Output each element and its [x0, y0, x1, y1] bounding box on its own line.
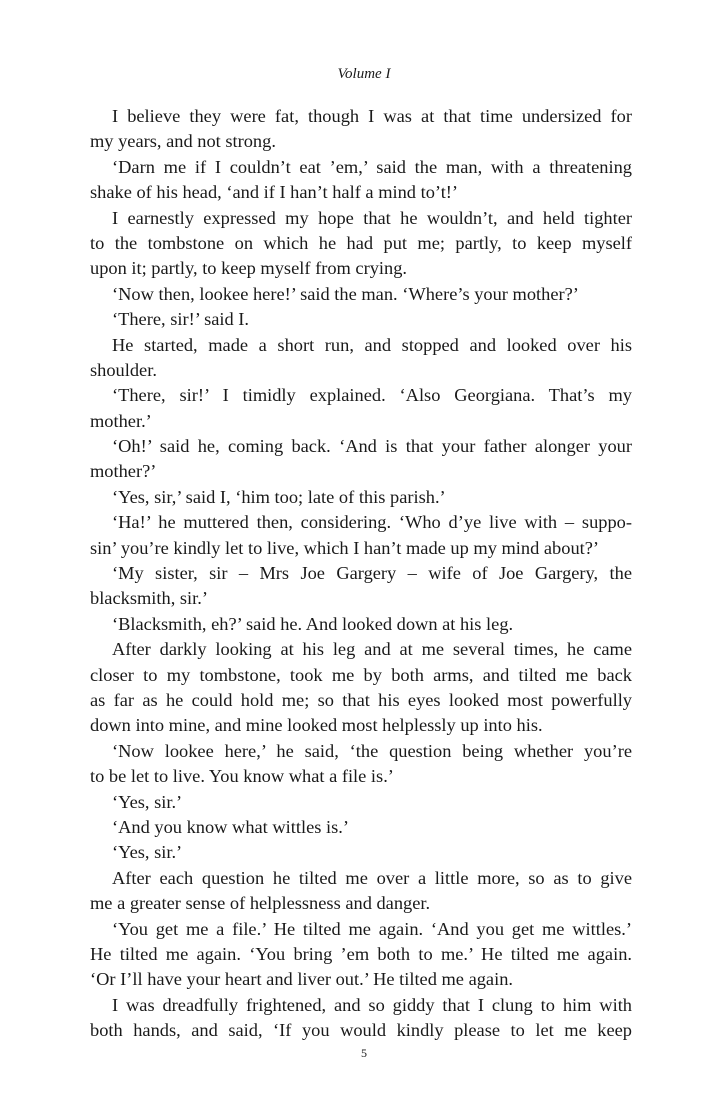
- text-line: to be let to live. You know what a file is.’: [90, 766, 394, 787]
- text-line: to the tombstone on which he had put me; partly, to keep myself: [90, 232, 632, 253]
- text-line: I was dreadfully frightened, and so giddy that I clung to him with: [112, 994, 632, 1015]
- text-line: ‘You get me a file.’ He tilted me again. ‘And you get me wittles.’: [112, 918, 632, 939]
- text-line: ‘Darn me if I couldn’t eat ’em,’ said the man, with a threatening: [112, 156, 632, 177]
- text-line: ‘Oh!’ said he, coming back. ‘And is that your father alonger your: [112, 436, 632, 457]
- text-line: ‘Now lookee here,’ he said, ‘the question being whether you’re: [112, 740, 632, 761]
- text-line: I earnestly expressed my hope that he wouldn’t, and held tighter: [112, 207, 632, 228]
- text-line: upon it; partly, to keep myself from crying.: [90, 258, 407, 279]
- text-line: ‘There, sir!’ I timidly explained. ‘Also Georgiana. That’s my: [112, 385, 632, 406]
- page-number: 5: [361, 1046, 367, 1060]
- text-line: mother.’: [90, 410, 152, 431]
- body-text: [90, 104, 632, 1043]
- text-line: ‘There, sir!’ said I.: [112, 309, 250, 330]
- text-line: mother?’: [90, 461, 157, 482]
- text-line: sin’ you’re kindly let to live, which I han’t made up my mind about?’: [90, 537, 600, 558]
- text-line: I believe they were fat, though I was at that time undersized for: [112, 106, 632, 126]
- text-line: ‘My sister, sir – Mrs Joe Gargery – wife of Joe Gargery, the: [112, 563, 632, 584]
- text-line: both hands, and said, ‘If you would kindly please to let me keep: [90, 1020, 632, 1041]
- text-line: ‘Ha!’ he muttered then, considering. ‘Who d’ye live with – suppo-: [112, 512, 632, 533]
- text-line: He started, made a short run, and stopped and looked over his: [112, 334, 632, 355]
- running-head: Volume I: [337, 66, 391, 82]
- text-line: ‘Blacksmith, eh?’ said he. And looked down at his leg.: [112, 613, 514, 634]
- text-line: my years, and not strong.: [90, 131, 276, 152]
- text-line: blacksmith, sir.’: [90, 588, 208, 609]
- text-line: ‘Yes, sir.’: [112, 791, 183, 812]
- text-line: ‘Or I’ll have your heart and liver out.’ He tilted me again.: [90, 969, 513, 990]
- text-line: ‘Yes, sir.’: [112, 842, 183, 863]
- text-line: After darkly looking at his leg and at me several times, he came: [112, 639, 632, 660]
- text-line: down into mine, and mine looked most helplessly up into his.: [90, 715, 543, 736]
- text-line: shake of his head, ‘and if I han’t half a mind to’t!’: [90, 182, 459, 203]
- text-line: He tilted me again. ‘You bring ’em both to me.’ He tilted me again.: [90, 943, 632, 964]
- text-line: me a greater sense of helplessness and danger.: [90, 893, 431, 914]
- text-line: ‘Now then, lookee here!’ said the man. ‘Where’s your mother?’: [112, 283, 579, 304]
- text-line: as far as he could hold me; so that his eyes looked most powerfully: [90, 689, 632, 710]
- text-line: ‘Yes, sir,’ said I, ‘him too; late of this parish.’: [112, 486, 446, 507]
- text-line: ‘And you know what wittles is.’: [112, 816, 350, 837]
- text-line: After each question he tilted me over a little more, so as to give: [112, 867, 632, 888]
- text-line: closer to my tombstone, took me by both arms, and tilted me back: [90, 664, 632, 685]
- text-line: shoulder.: [90, 359, 157, 380]
